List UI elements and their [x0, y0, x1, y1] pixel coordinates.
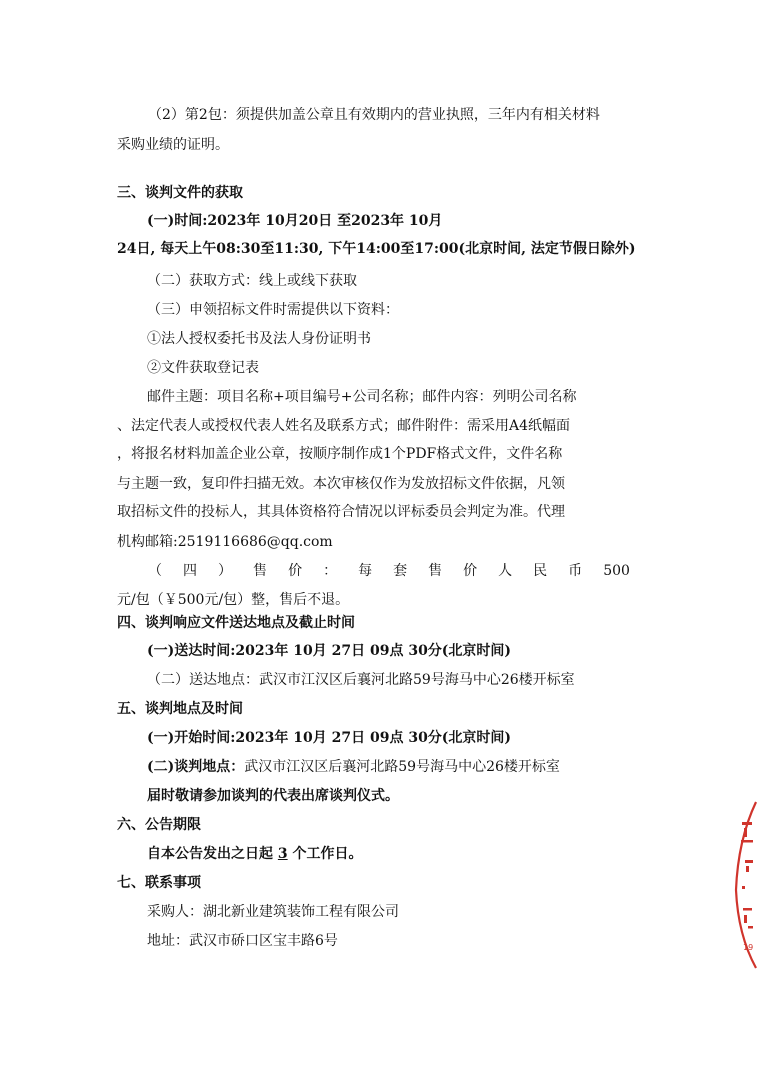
section-5-start-time: (一)开始时间:2023年 10月 27日 09点 30分(北京时间) [147, 730, 512, 746]
section-5-notice: 届时敬请参加谈判的代表出席谈判仪式。 [147, 788, 399, 804]
price-token: 价 [463, 563, 478, 579]
section-6-period [147, 844, 363, 864]
price-token: 四 [183, 563, 198, 579]
section-3-time-line2: 24日, 每天上午08:30至11:30, 下午14:00至17:00(北京时间, 法定节假日除外) [117, 241, 636, 257]
section-3-heading: 三、谈判文件的获取 [117, 185, 243, 201]
section-5-location-label: (二)谈判地点： [147, 759, 245, 775]
section-5-location [147, 757, 560, 777]
price-token: ： [323, 563, 338, 579]
section-3-required-docs: （三）申领招标文件时需提供以下资料： [147, 302, 399, 318]
section-7-heading: 七、联系事项 [117, 875, 201, 891]
package2-requirement-line2: 采购业绩的证明。 [117, 137, 229, 153]
mail-instructions-line3: ，将报名材料加盖企业公章，按顺序制作成1个PDF格式文件，文件名称 [117, 446, 563, 462]
price-token: 售 [253, 563, 268, 579]
price-token: 价 [288, 563, 303, 579]
seal-icon [730, 800, 757, 970]
mail-instructions-line1: 邮件主题：项目名称+项目编号+公司名称；邮件内容：列明公司名称 [147, 389, 577, 405]
section-5-location-value: 武汉市江汉区后襄河北路59号海马中心26楼开标室 [244, 759, 560, 775]
period-suffix: 个工作日。 [292, 846, 363, 862]
price-token: 每 [358, 563, 373, 579]
price-token: 500 [603, 563, 630, 579]
section-4-heading: 四、谈判响应文件送达地点及截止时间 [117, 615, 355, 631]
section-3-time-line1: (一)时间:2023年 10月20日 至2023年 10月 [147, 213, 443, 229]
period-prefix: 自本公告发出之日起 [147, 846, 273, 862]
price-token: 币 [568, 563, 583, 579]
section-7-address: 地址：武汉市硚口区宝丰路6号 [147, 933, 338, 949]
agency-email: 机构邮箱:2519116686@qq.com [117, 534, 333, 550]
package2-requirement-line1: （2）第2包：须提供加盖公章且有效期内的营业执照，三年内有相关材料 [148, 107, 600, 123]
price-token: 套 [393, 563, 408, 579]
company-seal [730, 800, 757, 970]
section-6-heading: 六、公告期限 [117, 817, 201, 833]
section-5-heading: 五、谈判地点及时间 [117, 701, 243, 717]
price-token: ） [218, 563, 233, 579]
section-7-buyer: 采购人：湖北新业建筑装饰工程有限公司 [147, 904, 399, 920]
price-token: 售 [428, 563, 443, 579]
mail-instructions-line2: 、法定代表人或授权代表人姓名及联系方式；邮件附件：需采用A4纸幅面 [117, 418, 571, 434]
section-3-method: （二）获取方式：线上或线下获取 [147, 273, 357, 289]
period-days: 3 [277, 846, 288, 862]
mail-instructions-line5: 取招标文件的投标人，其具体资格符合情况以评标委员会判定为准。代理 [117, 504, 565, 520]
price-token: 人 [498, 563, 513, 579]
section-4-deadline: (一)送达时间:2023年 10月 27日 09点 30分(北京时间) [147, 643, 512, 659]
section-4-location: （二）送达地点：武汉市江汉区后襄河北路59号海马中心26楼开标室 [147, 672, 575, 688]
seal-number: 19 [743, 943, 754, 952]
required-doc-item-1: ①法人授权委托书及法人身份证明书 [147, 331, 371, 347]
price-token: 民 [533, 563, 548, 579]
price-token: （ [148, 563, 162, 579]
mail-instructions-line4: 与主题一致，复印件扫描无效。本次审核仅作为发放招标文件依据，凡领 [117, 476, 565, 492]
price-line [148, 561, 630, 581]
required-doc-item-2: ②文件获取登记表 [147, 360, 259, 376]
price-line2: 元/包（￥500元/包）整，售后不退。 [117, 592, 350, 608]
